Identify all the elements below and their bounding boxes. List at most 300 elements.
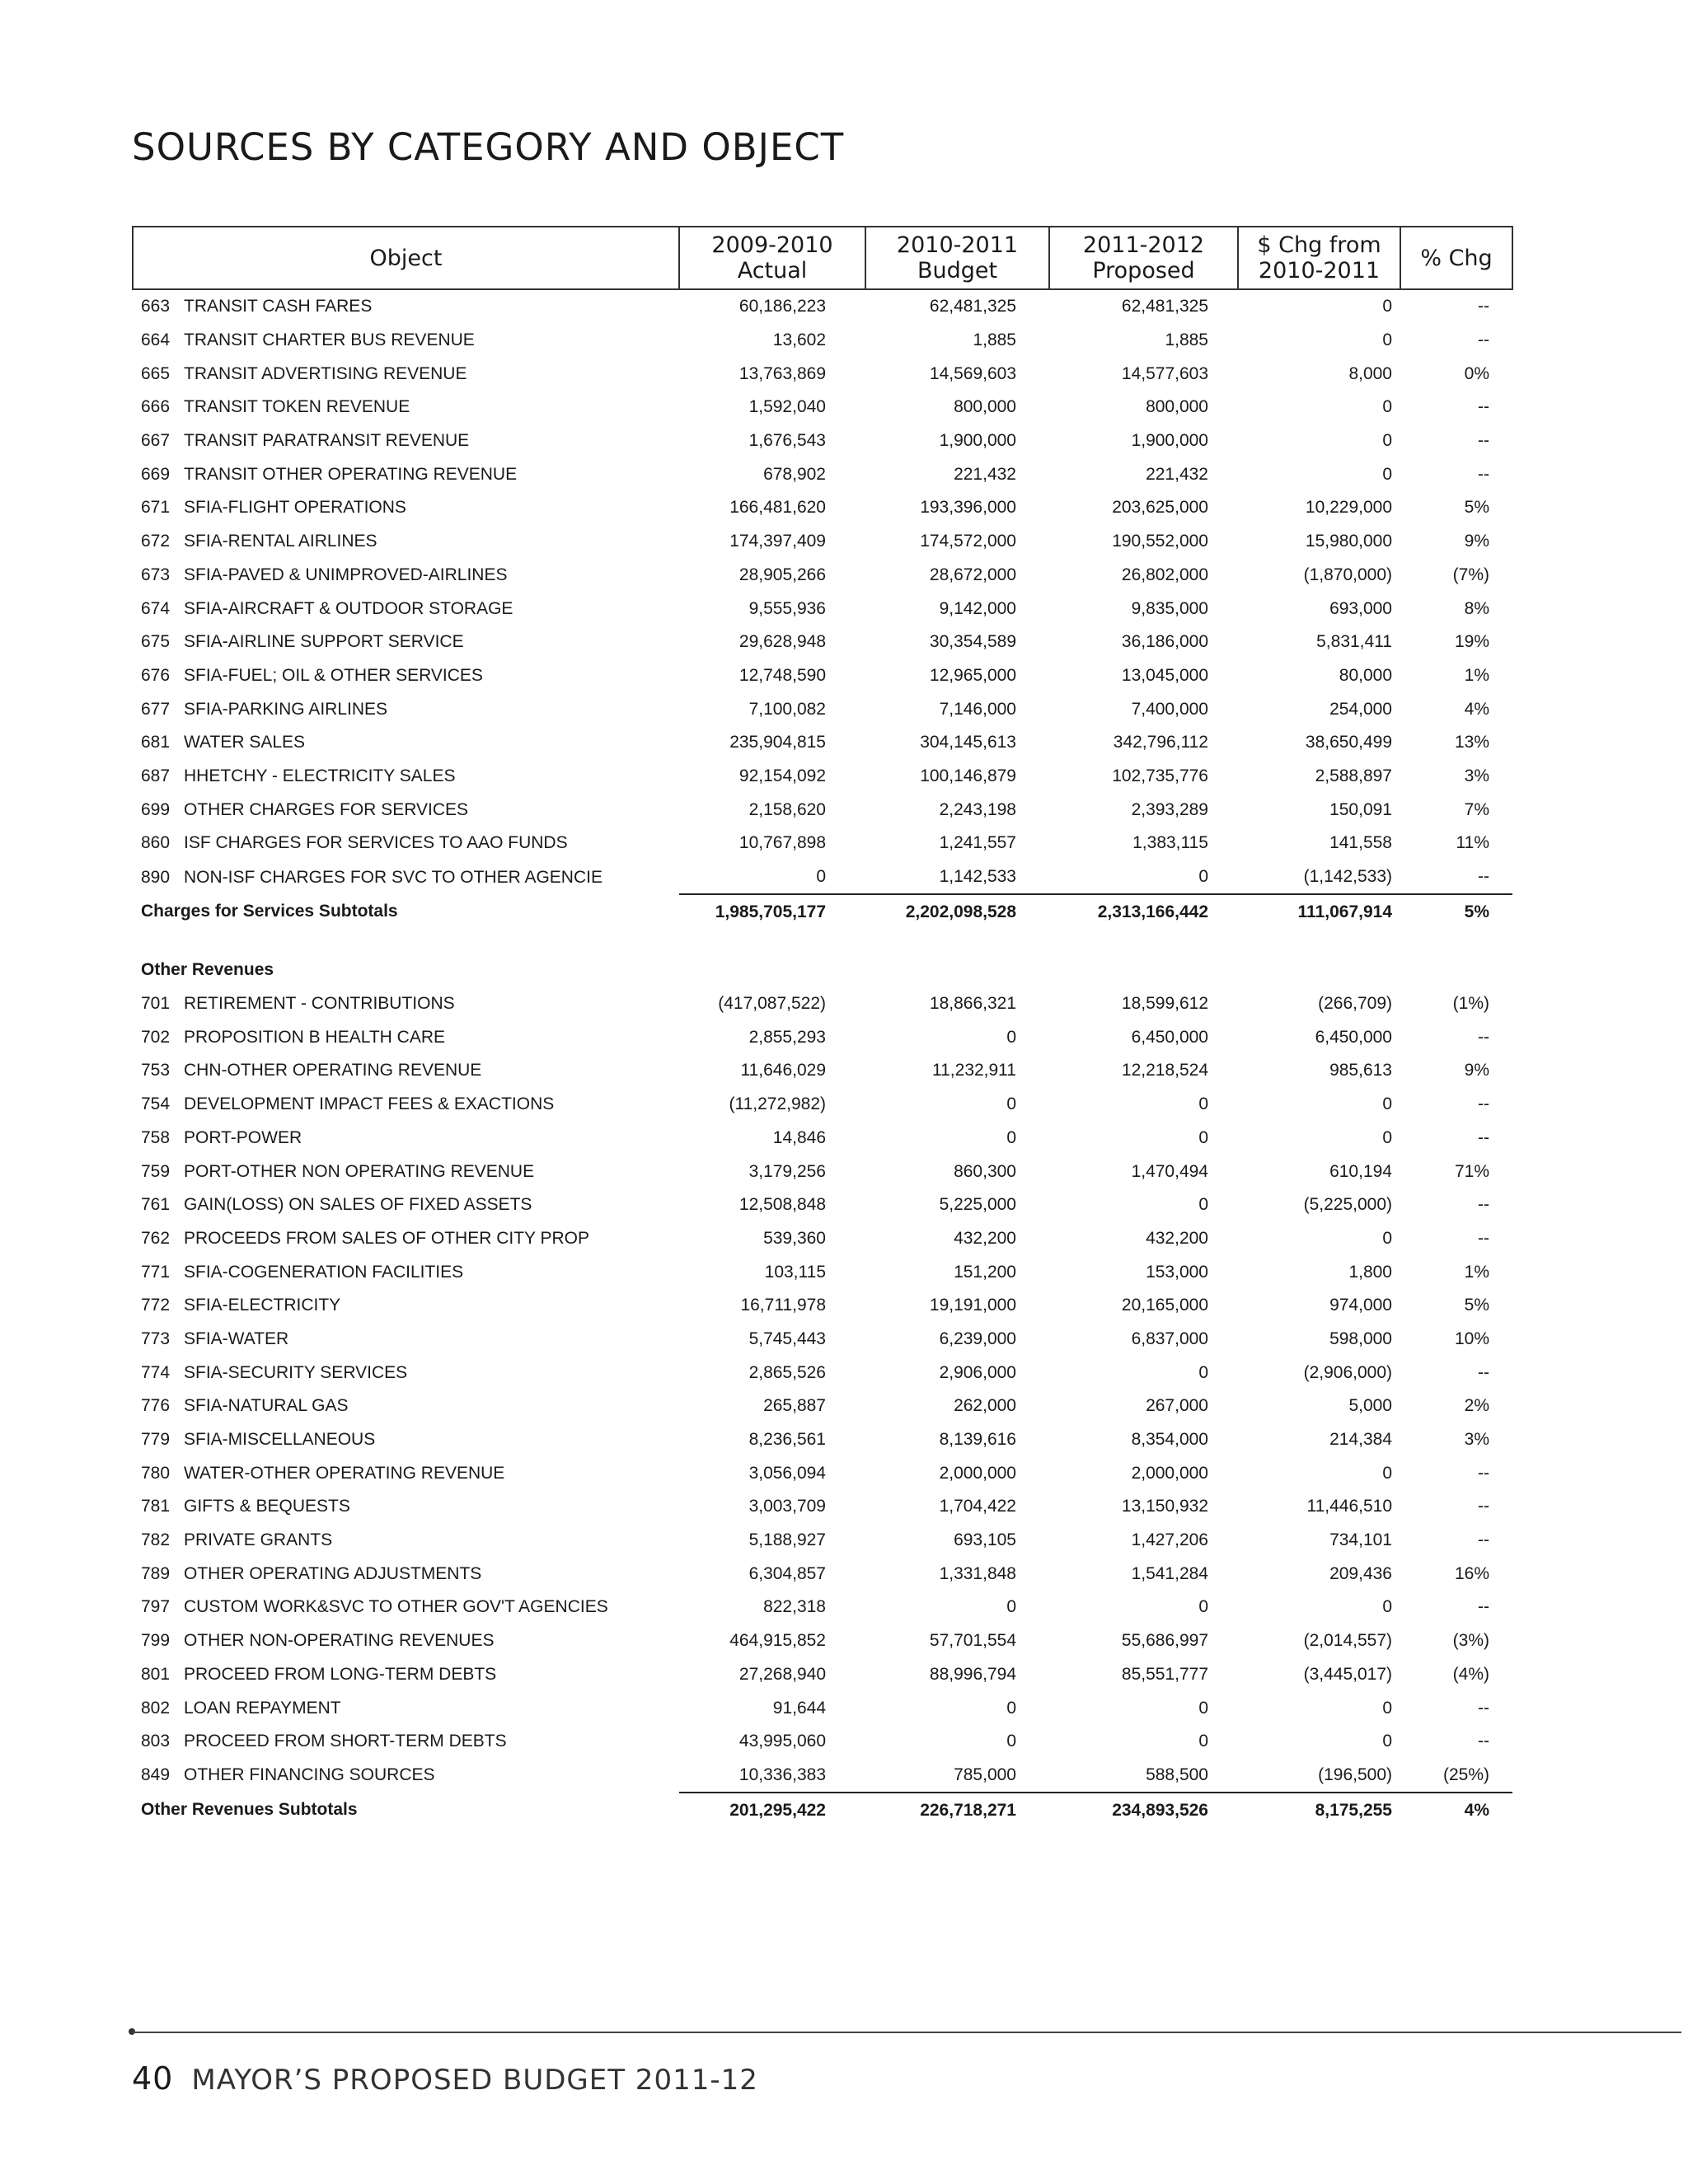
object-description: SFIA-NATURAL GAS [184,1396,349,1416]
object-cell [133,692,679,726]
change-value: (266,709) [1318,994,1392,1014]
budget-value: 0 [1006,1732,1016,1751]
actual-value: (417,087,522) [718,994,826,1014]
object-description: TRANSIT ADVERTISING REVENUE [184,363,467,383]
percent-change-value: -- [1478,1362,1489,1382]
proposed-value: 0 [1198,1597,1208,1617]
object-cell [133,1356,679,1390]
proposed-value: 1,383,115 [1132,833,1208,853]
object-cell [133,1222,679,1256]
percent-change-value: -- [1478,330,1489,350]
object-description: OTHER FINANCING SOURCES [184,1765,435,1785]
percent-change-value: 5% [1464,1296,1489,1315]
table-row [133,1725,1512,1759]
object-description: TRANSIT PARATRANSIT REVENUE [184,431,470,451]
percent-change-value: 13% [1454,733,1489,752]
object-code: 776 [141,1396,171,1416]
object-cell [133,1289,679,1323]
table-row [133,1456,1512,1490]
table-body [133,289,1512,1827]
actual-value: 14,846 [772,1127,826,1147]
object-code: 803 [141,1732,171,1751]
percent-change-value: -- [1478,1497,1489,1516]
object-code: 753 [141,1061,171,1080]
proposed-value: 221,432 [1146,464,1208,484]
actual-value: 13,763,869 [738,363,826,383]
percent-change-value: 7% [1464,799,1489,819]
object-code: 771 [141,1262,171,1282]
table-row [133,559,1512,593]
sources-table [132,226,1513,1827]
category-heading: Other Revenues [141,960,274,980]
object-description: DEVELOPMENT IMPACT FEES & EXACTIONS [184,1094,555,1114]
actual-value: 9,555,936 [748,598,826,618]
object-description: SFIA-PARKING AIRLINES [184,699,388,719]
percent-change-value: 11% [1456,833,1489,853]
object-code: 761 [141,1195,171,1215]
object-description: TRANSIT CHARTER BUS REVENUE [184,330,475,350]
object-description: PRIVATE GRANTS [184,1530,333,1550]
actual-value: 8,236,561 [748,1430,826,1450]
change-value: 214,384 [1329,1430,1392,1450]
object-cell [133,1624,679,1658]
table-row [133,1155,1512,1188]
proposed-value: 85,551,777 [1121,1664,1208,1684]
budget-value: 0 [1006,1698,1016,1718]
table-row [133,1289,1512,1323]
budget-value: 800,000 [954,397,1016,417]
object-description: WATER-OTHER OPERATING REVENUE [184,1463,505,1483]
subtotal-actual: 201,295,422 [679,1793,865,1827]
percent-change-value: (1%) [1452,994,1489,1014]
change-value: (196,500) [1318,1765,1392,1784]
object-code: 773 [141,1329,171,1348]
object-cell [133,324,679,358]
object-cell [133,1490,679,1524]
table-row [133,1255,1512,1289]
proposed-value: 2,393,289 [1131,799,1208,819]
actual-value: 103,115 [764,1262,826,1282]
object-description: PROCEEDS FROM SALES OF OTHER CITY PROP [184,1228,590,1248]
table-row [133,391,1512,424]
object-code: 665 [141,363,171,383]
percent-change-value: -- [1478,1597,1489,1617]
change-value: 985,613 [1329,1061,1392,1080]
budget-value: 12,965,000 [929,665,1016,685]
object-code: 758 [141,1127,171,1147]
budget-value: 221,432 [954,464,1016,484]
percent-change-value: 1% [1464,1262,1489,1282]
subtotal-percent-change: 5% [1400,894,1512,929]
object-code: 799 [141,1631,171,1651]
actual-value: 166,481,620 [729,498,826,518]
table-row [133,1591,1512,1624]
header-budget: 2010-2011 Budget [865,227,1049,289]
table-row [133,760,1512,794]
proposed-value: 12,218,524 [1121,1061,1208,1080]
table-row [133,424,1512,458]
proposed-value: 0 [1198,1698,1208,1718]
budget-value: 193,396,000 [920,498,1016,518]
proposed-value: 800,000 [1146,397,1208,417]
table-row [133,1490,1512,1524]
object-code: 772 [141,1296,171,1315]
object-cell [133,1423,679,1457]
subtotal-budget: 2,202,098,528 [865,894,1049,929]
actual-value: 3,179,256 [748,1161,826,1181]
change-value: (1,870,000) [1303,565,1392,584]
object-code: 701 [141,994,171,1014]
change-value: 610,194 [1329,1161,1392,1181]
proposed-value: 62,481,325 [1121,297,1208,316]
budget-value: 2,243,198 [939,799,1016,819]
change-value: 141,558 [1329,833,1392,853]
object-cell [133,987,679,1021]
percent-change-value: -- [1478,1463,1489,1483]
change-value: 150,091 [1329,799,1392,819]
actual-value: 92,154,092 [738,766,826,785]
change-value: (2,014,557) [1303,1631,1392,1651]
object-description: CHN-OTHER OPERATING REVENUE [184,1061,482,1080]
change-value: 0 [1382,464,1392,484]
percent-change-value: -- [1478,431,1489,451]
header-actual: 2009-2010 Actual [679,227,865,289]
table-row [133,324,1512,358]
table-row [133,1390,1512,1423]
percent-change-value: -- [1478,297,1489,316]
header-percent-change: % Chg [1400,227,1512,289]
budget-value: 14,569,603 [929,363,1016,383]
actual-value: 2,158,620 [748,799,826,819]
object-description: CUSTOM WORK&SVC TO OTHER GOV'T AGENCIES [184,1597,608,1617]
object-description: WATER SALES [184,733,306,752]
change-value: 0 [1382,1732,1392,1751]
footer-rule [132,2032,1681,2033]
proposed-value: 7,400,000 [1131,699,1208,719]
proposed-value: 0 [1198,867,1208,887]
object-description: ISF CHARGES FOR SERVICES TO AAO FUNDS [184,833,568,853]
percent-change-value: 3% [1464,1430,1489,1450]
change-value: (2,906,000) [1303,1362,1392,1382]
actual-value: 5,188,927 [748,1530,826,1550]
page-title: SOURCES BY CATEGORY AND OBJECT [132,125,845,169]
percent-change-value: 0% [1464,363,1489,383]
actual-value: 7,100,082 [748,699,826,719]
actual-value: 12,508,848 [738,1195,826,1215]
table-row [133,626,1512,659]
budget-value: 30,354,589 [929,632,1016,652]
object-code: 860 [141,833,171,853]
object-code: 774 [141,1362,171,1382]
percent-change-value: (4%) [1452,1664,1489,1684]
budget-value: 18,866,321 [929,994,1016,1014]
proposed-value: 14,577,603 [1121,363,1208,383]
subtotal-budget: 226,718,271 [865,1793,1049,1827]
object-description: GAIN(LOSS) ON SALES OF FIXED ASSETS [184,1195,532,1215]
actual-value: 91,644 [772,1698,826,1718]
object-cell [133,1591,679,1624]
subtotal-row [133,894,1512,929]
table-row [133,1557,1512,1591]
object-code: 699 [141,799,171,819]
change-value: 0 [1382,1698,1392,1718]
proposed-value: 1,427,206 [1131,1530,1208,1550]
object-code: 762 [141,1228,171,1248]
table-row [133,987,1512,1021]
budget-value: 11,232,911 [932,1061,1016,1080]
header-proposed: 2011-2012 Proposed [1049,227,1238,289]
actual-value: 29,628,948 [738,632,826,652]
actual-value: 464,915,852 [729,1631,826,1651]
change-value: (1,142,533) [1303,867,1392,887]
change-value: 6,450,000 [1315,1027,1392,1047]
object-code: 789 [141,1563,171,1583]
actual-value: 27,268,940 [738,1664,826,1684]
percent-change-value: -- [1478,1027,1489,1047]
object-description: SFIA-FUEL; OIL & OTHER SERVICES [184,665,483,685]
budget-value: 9,142,000 [939,598,1016,618]
actual-value: 60,186,223 [738,297,826,316]
table-row [133,289,1512,324]
object-description: OTHER NON-OPERATING REVENUES [184,1631,495,1651]
page-footer [132,2060,758,2097]
object-code: 663 [141,297,171,316]
object-description: TRANSIT CASH FARES [184,297,373,316]
object-code: 782 [141,1530,171,1550]
budget-value: 0 [1006,1094,1016,1114]
object-code: 780 [141,1463,171,1483]
object-code: 759 [141,1161,171,1181]
object-cell [133,357,679,391]
table-row [133,525,1512,559]
object-description: SFIA-AIRCRAFT & OUTDOOR STORAGE [184,598,513,618]
subtotal-actual: 1,985,705,177 [679,894,865,929]
percent-change-value: (3%) [1452,1631,1489,1651]
object-code: 669 [141,464,171,484]
table-row [133,457,1512,491]
change-value: 254,000 [1329,699,1392,719]
percent-change-value: -- [1478,1195,1489,1215]
object-description: SFIA-AIRLINE SUPPORT SERVICE [184,632,464,652]
budget-value: 0 [1006,1127,1016,1147]
table-row [133,793,1512,827]
table-row [133,726,1512,760]
object-description: GIFTS & BEQUESTS [184,1497,350,1516]
budget-value: 693,105 [954,1530,1016,1550]
percent-change-value: 71% [1454,1161,1489,1181]
actual-value: 678,902 [763,464,826,484]
actual-value: 3,003,709 [748,1497,826,1516]
percent-change-value: 4% [1464,699,1489,719]
percent-change-value: 8% [1464,598,1489,618]
table-row [133,1356,1512,1390]
object-code: 802 [141,1698,171,1718]
budget-value: 1,241,557 [939,833,1016,853]
change-value: 0 [1382,431,1392,451]
percent-change-value: 9% [1464,1061,1489,1080]
actual-value: 28,905,266 [738,565,826,584]
object-code: 702 [141,1027,171,1047]
actual-value: 11,646,029 [740,1061,826,1080]
actual-value: 6,304,857 [748,1563,826,1583]
object-code: 681 [141,733,171,752]
percent-change-value: 2% [1464,1396,1489,1416]
object-code: 667 [141,431,171,451]
budget-value: 19,191,000 [929,1296,1016,1315]
object-description: SFIA-RENTAL AIRLINES [184,532,377,551]
proposed-value: 26,802,000 [1121,565,1208,584]
change-value: 5,831,411 [1316,632,1392,652]
object-cell [133,1054,679,1088]
object-cell [133,793,679,827]
subtotal-percent-change: 4% [1400,1793,1512,1827]
proposed-value: 9,835,000 [1131,598,1208,618]
change-value: 598,000 [1329,1329,1392,1348]
budget-value: 1,885 [973,330,1016,350]
spacer-cell [133,929,1512,942]
object-cell [133,559,679,593]
object-description: PROCEED FROM LONG-TERM DEBTS [184,1664,497,1684]
change-value: 38,650,499 [1305,733,1392,752]
proposed-value: 0 [1198,1127,1208,1147]
budget-value: 2,000,000 [939,1463,1016,1483]
table-row [133,592,1512,626]
change-value: 0 [1382,1463,1392,1483]
table-row [133,1759,1512,1793]
change-value: 2,588,897 [1315,766,1392,785]
table-row [133,491,1512,525]
object-cell [133,1155,679,1188]
object-cell [133,289,679,324]
budget-value: 2,906,000 [939,1362,1016,1382]
object-cell [133,1323,679,1357]
budget-value: 262,000 [954,1396,1016,1416]
object-code: 676 [141,665,171,685]
percent-change-value: -- [1478,1127,1489,1147]
header-change: $ Chg from 2010-2011 [1238,227,1400,289]
object-cell [133,726,679,760]
object-description: SFIA-SECURITY SERVICES [184,1362,408,1382]
percent-change-value: 3% [1464,766,1489,785]
object-description: SFIA-ELECTRICITY [184,1296,341,1315]
object-cell [133,1188,679,1222]
change-value: 209,436 [1329,1563,1392,1583]
proposed-value: 55,686,997 [1121,1631,1208,1651]
change-value: 693,000 [1329,598,1392,618]
proposed-value: 203,625,000 [1112,498,1208,518]
object-description: PROPOSITION B HEALTH CARE [184,1027,445,1047]
table-row [133,1624,1512,1658]
change-value: 0 [1382,330,1392,350]
actual-value: 13,602 [772,330,826,350]
percent-change-value: -- [1478,397,1489,417]
actual-value: 822,318 [763,1597,826,1617]
change-value: 0 [1382,1228,1392,1248]
percent-change-value: (25%) [1442,1765,1489,1784]
actual-value: 265,887 [763,1396,826,1416]
budget-value: 1,704,422 [939,1497,1016,1516]
actual-value: 1,676,543 [748,431,826,451]
proposed-value: 0 [1198,1195,1208,1215]
change-value: 1,800 [1348,1262,1392,1282]
object-code: 672 [141,532,171,551]
object-description: SFIA-MISCELLANEOUS [184,1430,376,1450]
table-row [133,659,1512,693]
proposed-value: 267,000 [1146,1396,1208,1416]
actual-value: 2,865,526 [748,1362,826,1382]
table-row [133,860,1512,895]
object-cell [133,1390,679,1423]
object-code: 687 [141,766,171,785]
object-code: 779 [141,1430,171,1450]
object-cell [133,1088,679,1122]
subtotal-change: 111,067,914 [1238,894,1400,929]
percent-change-value: -- [1478,867,1489,887]
percent-change-value: -- [1478,1698,1489,1718]
object-code: 849 [141,1765,171,1785]
budget-value: 785,000 [954,1765,1016,1784]
proposed-value: 8,354,000 [1131,1430,1208,1450]
proposed-value: 2,000,000 [1131,1463,1208,1483]
page-number: 40 [132,2060,174,2097]
object-description: PORT-POWER [184,1127,302,1147]
budget-value: 62,481,325 [929,297,1016,316]
object-description: OTHER CHARGES FOR SERVICES [184,799,469,819]
subtotal-change: 8,175,255 [1238,1793,1400,1827]
percent-change-value: (7%) [1452,565,1489,584]
proposed-value: 432,200 [1146,1228,1208,1248]
table-row [133,1524,1512,1558]
object-cell [133,1456,679,1490]
budget-value: 1,331,848 [939,1563,1016,1583]
budget-value: 1,900,000 [939,431,1016,451]
proposed-value: 1,470,494 [1131,1161,1208,1181]
object-description: SFIA-WATER [184,1329,289,1348]
proposed-value: 588,500 [1146,1765,1208,1784]
object-description: PROCEED FROM SHORT-TERM DEBTS [184,1732,507,1751]
actual-value: 3,056,094 [748,1463,826,1483]
object-description: HHETCHY - ELECTRICITY SALES [184,766,456,785]
subtotal-label: Charges for Services Subtotals [141,902,398,921]
object-cell [133,827,679,860]
object-description: PORT-OTHER NON OPERATING REVENUE [184,1161,535,1181]
actual-value: 10,336,383 [738,1765,826,1784]
table-row [133,1423,1512,1457]
proposed-value: 1,900,000 [1131,431,1208,451]
budget-value: 100,146,879 [920,766,1016,785]
actual-value: (11,272,982) [729,1094,826,1114]
budget-value: 432,200 [954,1228,1016,1248]
object-description: RETIREMENT - CONTRIBUTIONS [184,994,455,1014]
object-cell [133,1759,679,1793]
object-code: 671 [141,498,171,518]
change-value: 15,980,000 [1305,532,1392,551]
actual-value: 174,397,409 [729,532,826,551]
table-row [133,1054,1512,1088]
percent-change-value: 16% [1454,1563,1489,1583]
footer-title: MAYOR’S PROPOSED BUDGET 2011-12 [191,2064,758,2097]
actual-value: 1,592,040 [748,397,826,417]
proposed-value: 190,552,000 [1112,532,1208,551]
percent-change-value: 5% [1464,498,1489,518]
proposed-value: 1,885 [1165,330,1208,350]
object-cell [133,491,679,525]
object-code: 664 [141,330,171,350]
object-description: TRANSIT OTHER OPERATING REVENUE [184,464,518,484]
proposed-value: 153,000 [1146,1262,1208,1282]
object-cell [133,659,679,693]
percent-change-value: -- [1478,1228,1489,1248]
